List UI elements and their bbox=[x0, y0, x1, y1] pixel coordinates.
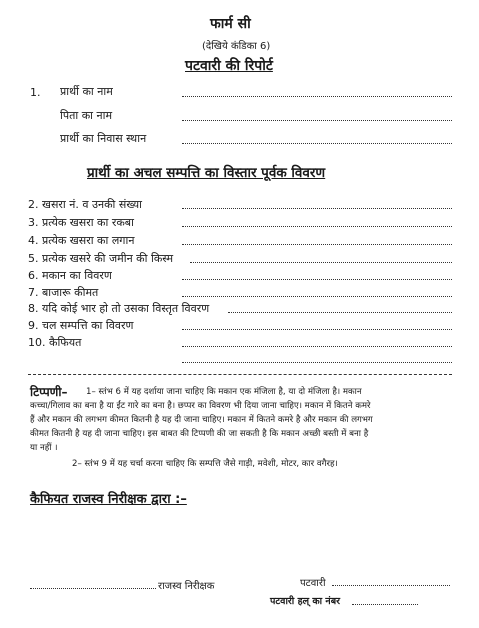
residence-label: प्रार्थी का निवास स्थान bbox=[60, 132, 147, 145]
section-divider bbox=[28, 374, 452, 375]
note-line-2: कच्चा/गिलाव का बना है या ईंट गारे का बना है। छप्पर का विवरण भी दिया जाना चाहिए। मकान में कितने कमरे bbox=[30, 401, 371, 411]
note-line-5: या नहीं । bbox=[30, 443, 58, 453]
patwari-signature-line bbox=[332, 585, 450, 586]
residence-field bbox=[182, 143, 452, 144]
applicant-name-field bbox=[182, 96, 452, 97]
note-line-4: कीमत कितनी है यह दी जाना चाहिए। इस बाबत की टिप्पणी की जा सकती है कि मकान अच्छी बस्ती में बना है bbox=[30, 429, 369, 439]
property-field-movable bbox=[182, 329, 452, 330]
inspector-signature-label: राजस्व निरीक्षक bbox=[158, 581, 215, 592]
form-reference: (देखिये कंडिका 6) bbox=[202, 41, 271, 52]
property-heading: प्रार्थी का अचल सम्पत्ति का विस्तार पूर्वक विवरण bbox=[87, 165, 326, 181]
property-item-house-details: 6. मकान का विवरण bbox=[28, 269, 112, 282]
property-field-land-type bbox=[190, 262, 452, 263]
property-item-khasra-rent: 4. प्रत्येक खसरा का लगान bbox=[28, 234, 135, 247]
note-line-1: 1– स्तंभ 6 में यह दर्शाया जाना चाहिए कि मकान एक मंजिला है, या दो मंजिला है। मकान bbox=[86, 387, 362, 397]
property-item-land-type: 5. प्रत्येक खसरे की जमीन की किस्म bbox=[28, 252, 174, 265]
property-field-remarks-line2 bbox=[182, 362, 452, 363]
form-title: फार्म सी bbox=[210, 16, 251, 32]
note-line-3: हैं और मकान की लगभग कीमत कितनी है यह दी जाना चाहिए। मकान में कितने कमरे है और मकान की लगभग bbox=[30, 415, 373, 425]
property-field-khasra-number bbox=[182, 208, 452, 209]
inspector-signature-line bbox=[30, 588, 156, 589]
report-title: पटवारी की रिपोर्ट bbox=[185, 58, 273, 74]
patwari-signature-label: पटवारी bbox=[300, 578, 326, 589]
property-field-encumbrance bbox=[228, 312, 452, 313]
father-name-field bbox=[182, 120, 452, 121]
property-field-remarks-line1 bbox=[182, 346, 452, 347]
property-item-khasra-number: 2. खसरा नं. व उनकी संख्या bbox=[28, 198, 143, 211]
patwari-halka-number-field bbox=[352, 604, 418, 605]
property-item-movable: 9. चल सम्पत्ति का विवरण bbox=[28, 319, 134, 332]
property-item-encumbrance: 8. यदि कोई भार हो तो उसका विस्तृत विवरण bbox=[28, 302, 210, 315]
property-item-remarks: 10. कैफियत bbox=[28, 336, 82, 349]
property-field-khasra-rent bbox=[182, 244, 452, 245]
inspector-heading: कैफियत राजस्व निरीक्षक द्वारा :– bbox=[30, 492, 187, 507]
property-field-house-details bbox=[182, 279, 452, 280]
note-line-6: 2– स्तंभ 9 में यह चर्चा करना चाहिए कि सम्पत्ति जैसे गाड़ी, मवेशी, मोटर, कार वगैरह। bbox=[72, 459, 338, 469]
property-field-market-value bbox=[182, 296, 452, 297]
patwari-halka-label: पटवारी हल् का नंबर bbox=[270, 596, 341, 607]
father-name-label: पिता का नाम bbox=[60, 109, 113, 122]
notes-heading: टिप्पणी– bbox=[30, 385, 68, 399]
applicant-item-number: 1. bbox=[30, 86, 41, 99]
property-field-khasra-area bbox=[182, 226, 452, 227]
property-item-market-value: 7. बाजारू कीमत bbox=[28, 286, 99, 299]
property-item-khasra-area: 3. प्रत्येक खसरा का रकबा bbox=[28, 216, 134, 229]
applicant-name-label: प्रार्थी का नाम bbox=[60, 85, 113, 98]
